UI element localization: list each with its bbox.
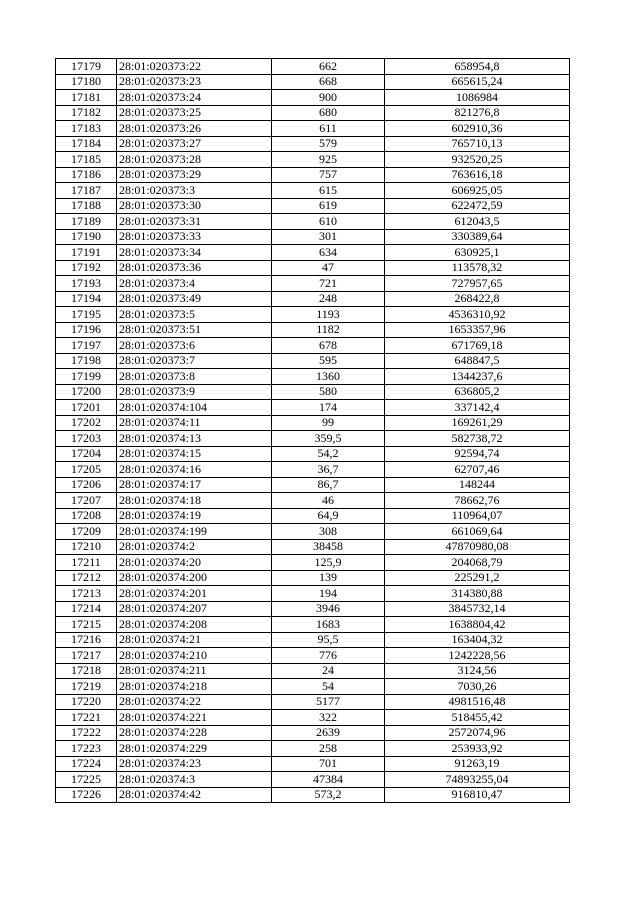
- table-row: [56, 136, 570, 152]
- row-number-cell: 17208: [56, 508, 117, 524]
- cadastral-number-cell: 28:01:020373:28: [117, 152, 272, 168]
- value-cell: 148244: [385, 477, 570, 493]
- cadastral-number-cell: 28:01:020374:19: [117, 508, 272, 524]
- cadastral-number-cell: 28:01:020373:25: [117, 105, 272, 121]
- value-cell: 3845732,14: [385, 601, 570, 617]
- area-cell: 248: [272, 291, 385, 307]
- cadastral-number-cell: 28:01:020374:208: [117, 617, 272, 633]
- value-cell: 62707,46: [385, 462, 570, 478]
- cadastral-number-cell: 28:01:020373:51: [117, 322, 272, 338]
- row-number-cell: 17198: [56, 353, 117, 369]
- table-body: [56, 59, 570, 803]
- value-cell: 314380,88: [385, 586, 570, 602]
- area-cell: 757: [272, 167, 385, 183]
- row-number-cell: 17211: [56, 555, 117, 571]
- table-row: [56, 446, 570, 462]
- table-row: [56, 772, 570, 788]
- cadastral-number-cell: 28:01:020374:218: [117, 679, 272, 695]
- value-cell: 1242228,56: [385, 648, 570, 664]
- row-number-cell: 17200: [56, 384, 117, 400]
- table-row: [56, 198, 570, 214]
- area-cell: 610: [272, 214, 385, 230]
- row-number-cell: 17180: [56, 74, 117, 90]
- value-cell: 337142,4: [385, 400, 570, 416]
- value-cell: 630925,1: [385, 245, 570, 261]
- cadastral-number-cell: 28:01:020374:18: [117, 493, 272, 509]
- table-row: [56, 291, 570, 307]
- table-row: [56, 741, 570, 757]
- row-number-cell: 17199: [56, 369, 117, 385]
- cadastral-table: [55, 58, 570, 803]
- row-number-cell: 17214: [56, 601, 117, 617]
- area-cell: 95,5: [272, 632, 385, 648]
- value-cell: 74893255,04: [385, 772, 570, 788]
- area-cell: 662: [272, 59, 385, 75]
- cadastral-number-cell: 28:01:020374:20: [117, 555, 272, 571]
- row-number-cell: 17206: [56, 477, 117, 493]
- row-number-cell: 17186: [56, 167, 117, 183]
- cadastral-number-cell: 28:01:020374:21: [117, 632, 272, 648]
- row-number-cell: 17183: [56, 121, 117, 137]
- cadastral-number-cell: 28:01:020373:29: [117, 167, 272, 183]
- row-number-cell: 17185: [56, 152, 117, 168]
- area-cell: 701: [272, 756, 385, 772]
- area-cell: 573,2: [272, 787, 385, 803]
- cadastral-number-cell: 28:01:020373:7: [117, 353, 272, 369]
- area-cell: 38458: [272, 539, 385, 555]
- table-row: [56, 524, 570, 540]
- area-cell: 322: [272, 710, 385, 726]
- table-row: [56, 260, 570, 276]
- cadastral-number-cell: 28:01:020374:3: [117, 772, 272, 788]
- cadastral-number-cell: 28:01:020374:15: [117, 446, 272, 462]
- row-number-cell: 17216: [56, 632, 117, 648]
- row-number-cell: 17189: [56, 214, 117, 230]
- value-cell: 671769,18: [385, 338, 570, 354]
- row-number-cell: 17204: [56, 446, 117, 462]
- area-cell: 86,7: [272, 477, 385, 493]
- value-cell: 636805,2: [385, 384, 570, 400]
- value-cell: 612043,5: [385, 214, 570, 230]
- table-row: [56, 508, 570, 524]
- table-row: [56, 477, 570, 493]
- table-row: [56, 663, 570, 679]
- area-cell: 579: [272, 136, 385, 152]
- cadastral-number-cell: 28:01:020373:23: [117, 74, 272, 90]
- cadastral-number-cell: 28:01:020373:26: [117, 121, 272, 137]
- cadastral-number-cell: 28:01:020374:207: [117, 601, 272, 617]
- value-cell: 665615,24: [385, 74, 570, 90]
- value-cell: 1653357,96: [385, 322, 570, 338]
- table-row: [56, 369, 570, 385]
- row-number-cell: 17218: [56, 663, 117, 679]
- cadastral-number-cell: 28:01:020373:27: [117, 136, 272, 152]
- cadastral-number-cell: 28:01:020374:17: [117, 477, 272, 493]
- value-cell: 4981516,48: [385, 694, 570, 710]
- value-cell: 204068,79: [385, 555, 570, 571]
- area-cell: 680: [272, 105, 385, 121]
- value-cell: 582738,72: [385, 431, 570, 447]
- area-cell: 1182: [272, 322, 385, 338]
- area-cell: 721: [272, 276, 385, 292]
- table-row: [56, 694, 570, 710]
- cadastral-number-cell: 28:01:020374:221: [117, 710, 272, 726]
- table-row: [56, 276, 570, 292]
- cadastral-number-cell: 28:01:020373:24: [117, 90, 272, 106]
- row-number-cell: 17201: [56, 400, 117, 416]
- cadastral-number-cell: 28:01:020374:228: [117, 725, 272, 741]
- area-cell: 54: [272, 679, 385, 695]
- cadastral-number-cell: 28:01:020374:13: [117, 431, 272, 447]
- row-number-cell: 17223: [56, 741, 117, 757]
- area-cell: 615: [272, 183, 385, 199]
- row-number-cell: 17212: [56, 570, 117, 586]
- value-cell: 763616,18: [385, 167, 570, 183]
- cadastral-number-cell: 28:01:020374:16: [117, 462, 272, 478]
- table-row: [56, 648, 570, 664]
- row-number-cell: 17203: [56, 431, 117, 447]
- table-row: [56, 152, 570, 168]
- value-cell: 602910,36: [385, 121, 570, 137]
- area-cell: 619: [272, 198, 385, 214]
- area-cell: 580: [272, 384, 385, 400]
- cadastral-number-cell: 28:01:020373:31: [117, 214, 272, 230]
- cadastral-number-cell: 28:01:020374:211: [117, 663, 272, 679]
- area-cell: 776: [272, 648, 385, 664]
- cadastral-number-cell: 28:01:020373:3: [117, 183, 272, 199]
- value-cell: 253933,92: [385, 741, 570, 757]
- row-number-cell: 17217: [56, 648, 117, 664]
- area-cell: 54,2: [272, 446, 385, 462]
- area-cell: 1193: [272, 307, 385, 323]
- cadastral-number-cell: 28:01:020374:22: [117, 694, 272, 710]
- value-cell: 4536310,92: [385, 307, 570, 323]
- row-number-cell: 17219: [56, 679, 117, 695]
- row-number-cell: 17179: [56, 59, 117, 75]
- row-number-cell: 17207: [56, 493, 117, 509]
- value-cell: 92594,74: [385, 446, 570, 462]
- row-number-cell: 17221: [56, 710, 117, 726]
- table-row: [56, 586, 570, 602]
- cadastral-number-cell: 28:01:020374:42: [117, 787, 272, 803]
- table-row: [56, 400, 570, 416]
- row-number-cell: 17187: [56, 183, 117, 199]
- value-cell: 518455,42: [385, 710, 570, 726]
- row-number-cell: 17181: [56, 90, 117, 106]
- table-row: [56, 338, 570, 354]
- table-row: [56, 787, 570, 803]
- value-cell: 932520,25: [385, 152, 570, 168]
- area-cell: 258: [272, 741, 385, 757]
- cadastral-number-cell: 28:01:020374:200: [117, 570, 272, 586]
- value-cell: 727957,65: [385, 276, 570, 292]
- area-cell: 678: [272, 338, 385, 354]
- cadastral-number-cell: 28:01:020373:33: [117, 229, 272, 245]
- area-cell: 174: [272, 400, 385, 416]
- value-cell: 1638804,42: [385, 617, 570, 633]
- area-cell: 47: [272, 260, 385, 276]
- cadastral-number-cell: 28:01:020373:34: [117, 245, 272, 261]
- cadastral-number-cell: 28:01:020373:4: [117, 276, 272, 292]
- cadastral-number-cell: 28:01:020374:11: [117, 415, 272, 431]
- area-cell: 301: [272, 229, 385, 245]
- row-number-cell: 17193: [56, 276, 117, 292]
- area-cell: 3946: [272, 601, 385, 617]
- row-number-cell: 17224: [56, 756, 117, 772]
- value-cell: 268422,8: [385, 291, 570, 307]
- table-row: [56, 632, 570, 648]
- table-row: [56, 353, 570, 369]
- cadastral-number-cell: 28:01:020374:229: [117, 741, 272, 757]
- table-row: [56, 617, 570, 633]
- row-number-cell: 17202: [56, 415, 117, 431]
- cadastral-number-cell: 28:01:020373:6: [117, 338, 272, 354]
- table-row: [56, 245, 570, 261]
- table-row: [56, 710, 570, 726]
- table-row: [56, 167, 570, 183]
- value-cell: 648847,5: [385, 353, 570, 369]
- area-cell: 5177: [272, 694, 385, 710]
- area-cell: 925: [272, 152, 385, 168]
- cadastral-number-cell: 28:01:020374:201: [117, 586, 272, 602]
- value-cell: 78662,76: [385, 493, 570, 509]
- area-cell: 194: [272, 586, 385, 602]
- value-cell: 916810,47: [385, 787, 570, 803]
- row-number-cell: 17191: [56, 245, 117, 261]
- table-row: [56, 105, 570, 121]
- area-cell: 36,7: [272, 462, 385, 478]
- cadastral-number-cell: 28:01:020373:5: [117, 307, 272, 323]
- cadastral-number-cell: 28:01:020373:22: [117, 59, 272, 75]
- row-number-cell: 17184: [56, 136, 117, 152]
- table-row: [56, 462, 570, 478]
- value-cell: 91263,19: [385, 756, 570, 772]
- row-number-cell: 17213: [56, 586, 117, 602]
- table-row: [56, 756, 570, 772]
- cadastral-number-cell: 28:01:020373:49: [117, 291, 272, 307]
- table-row: [56, 90, 570, 106]
- value-cell: 1086984: [385, 90, 570, 106]
- value-cell: 110964,07: [385, 508, 570, 524]
- area-cell: 2639: [272, 725, 385, 741]
- value-cell: 113578,32: [385, 260, 570, 276]
- value-cell: 330389,64: [385, 229, 570, 245]
- table-row: [56, 555, 570, 571]
- value-cell: 765710,13: [385, 136, 570, 152]
- table-row: [56, 725, 570, 741]
- row-number-cell: 17196: [56, 322, 117, 338]
- row-number-cell: 17182: [56, 105, 117, 121]
- area-cell: 1683: [272, 617, 385, 633]
- cadastral-number-cell: 28:01:020373:8: [117, 369, 272, 385]
- table-row: [56, 570, 570, 586]
- area-cell: 139: [272, 570, 385, 586]
- row-number-cell: 17197: [56, 338, 117, 354]
- area-cell: 64,9: [272, 508, 385, 524]
- value-cell: 225291,2: [385, 570, 570, 586]
- row-number-cell: 17215: [56, 617, 117, 633]
- table-row: [56, 183, 570, 199]
- table-row: [56, 539, 570, 555]
- cadastral-number-cell: 28:01:020373:30: [117, 198, 272, 214]
- area-cell: 47384: [272, 772, 385, 788]
- value-cell: 658954,8: [385, 59, 570, 75]
- value-cell: 2572074,96: [385, 725, 570, 741]
- value-cell: 163404,32: [385, 632, 570, 648]
- area-cell: 359,5: [272, 431, 385, 447]
- area-cell: 24: [272, 663, 385, 679]
- area-cell: 668: [272, 74, 385, 90]
- cadastral-number-cell: 28:01:020373:9: [117, 384, 272, 400]
- value-cell: 1344237,6: [385, 369, 570, 385]
- row-number-cell: 17222: [56, 725, 117, 741]
- area-cell: 900: [272, 90, 385, 106]
- table-row: [56, 601, 570, 617]
- table-row: [56, 229, 570, 245]
- cadastral-number-cell: 28:01:020374:2: [117, 539, 272, 555]
- value-cell: 661069,64: [385, 524, 570, 540]
- row-number-cell: 17192: [56, 260, 117, 276]
- area-cell: 595: [272, 353, 385, 369]
- row-number-cell: 17205: [56, 462, 117, 478]
- cadastral-number-cell: 28:01:020373:36: [117, 260, 272, 276]
- area-cell: 46: [272, 493, 385, 509]
- table-row: [56, 214, 570, 230]
- area-cell: 99: [272, 415, 385, 431]
- table-row: [56, 493, 570, 509]
- value-cell: 169261,29: [385, 415, 570, 431]
- cadastral-number-cell: 28:01:020374:104: [117, 400, 272, 416]
- table-row: [56, 384, 570, 400]
- row-number-cell: 17220: [56, 694, 117, 710]
- value-cell: 7030,26: [385, 679, 570, 695]
- area-cell: 125,9: [272, 555, 385, 571]
- row-number-cell: 17225: [56, 772, 117, 788]
- table-row: [56, 679, 570, 695]
- value-cell: 3124,56: [385, 663, 570, 679]
- row-number-cell: 17209: [56, 524, 117, 540]
- cadastral-number-cell: 28:01:020374:199: [117, 524, 272, 540]
- area-cell: 634: [272, 245, 385, 261]
- cadastral-number-cell: 28:01:020374:210: [117, 648, 272, 664]
- table-row: [56, 59, 570, 75]
- row-number-cell: 17210: [56, 539, 117, 555]
- value-cell: 606925,05: [385, 183, 570, 199]
- area-cell: 1360: [272, 369, 385, 385]
- table-row: [56, 307, 570, 323]
- table-row: [56, 415, 570, 431]
- area-cell: 611: [272, 121, 385, 137]
- value-cell: 622472,59: [385, 198, 570, 214]
- row-number-cell: 17226: [56, 787, 117, 803]
- value-cell: 47870980,08: [385, 539, 570, 555]
- value-cell: 821276,8: [385, 105, 570, 121]
- cadastral-number-cell: 28:01:020374:23: [117, 756, 272, 772]
- table-row: [56, 121, 570, 137]
- area-cell: 308: [272, 524, 385, 540]
- table-row: [56, 431, 570, 447]
- row-number-cell: 17195: [56, 307, 117, 323]
- row-number-cell: 17188: [56, 198, 117, 214]
- table-row: [56, 322, 570, 338]
- row-number-cell: 17190: [56, 229, 117, 245]
- table-row: [56, 74, 570, 90]
- row-number-cell: 17194: [56, 291, 117, 307]
